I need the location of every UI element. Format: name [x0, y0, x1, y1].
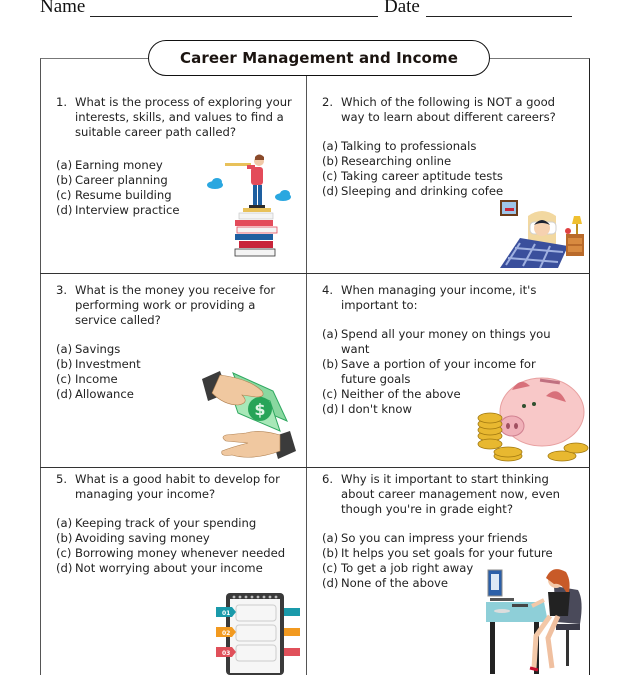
question-5	[56, 472, 296, 576]
svg-text:$: $	[254, 400, 266, 419]
name-label: Name	[40, 0, 86, 17]
name-blank-line[interactable]	[90, 16, 378, 17]
option-key: (b)	[56, 531, 73, 545]
option-text: Savings	[75, 342, 121, 356]
option-text: I don't know	[341, 402, 412, 416]
option-text: Sleeping and drinking cofee	[341, 184, 504, 198]
question-2	[322, 95, 572, 199]
option-text: Talking to professionals	[341, 139, 477, 153]
option-a[interactable]	[322, 531, 577, 546]
option-key: (a)	[322, 531, 339, 545]
option-key: (d)	[56, 203, 73, 217]
row-divider-2	[40, 467, 590, 468]
option-text: Neither of the above	[341, 387, 461, 401]
option-a[interactable]	[56, 516, 296, 531]
option-text: Spend all your money on things you want	[341, 327, 551, 356]
option-key: (d)	[322, 402, 339, 416]
date-blank-line[interactable]	[426, 16, 572, 17]
date-label: Date	[384, 0, 420, 17]
question-number: 3.	[56, 283, 68, 297]
option-text: Investment	[75, 357, 141, 371]
option-key: (a)	[56, 516, 73, 530]
option-key: (d)	[56, 561, 73, 575]
option-key: (a)	[56, 342, 73, 356]
option-text: Researching online	[341, 154, 452, 168]
option-key: (c)	[322, 561, 338, 575]
option-b[interactable]	[322, 546, 577, 561]
question-text: What is a good habit to develop for managing your income?	[75, 472, 280, 501]
option-key: (c)	[322, 387, 338, 401]
option-key: (c)	[322, 169, 338, 183]
option-text: Income	[75, 372, 118, 386]
question-number: 1.	[56, 95, 68, 109]
question-number: 6.	[322, 472, 334, 486]
question-text: What is the process of exploring your interests, skills, and values to find a suitable career path called?	[75, 95, 292, 139]
option-a[interactable]	[322, 139, 572, 154]
option-key: (d)	[56, 387, 73, 401]
option-key: (a)	[322, 139, 339, 153]
option-text: Resume building	[75, 188, 172, 202]
option-key: (c)	[56, 372, 72, 386]
notepad-checklist-icon	[214, 589, 302, 675]
title-banner	[148, 40, 490, 76]
option-text: Keeping track of your spending	[75, 516, 257, 530]
option-b[interactable]	[322, 154, 572, 169]
option-text: None of the above	[341, 576, 449, 590]
option-text: Interview practice	[75, 203, 180, 217]
boy-sleeping-in-bed-icon	[480, 198, 588, 270]
notepad-tab-03: 03	[222, 650, 231, 657]
question-text: When managing your income, it's important to:	[341, 283, 537, 312]
question-number: 5.	[56, 472, 68, 486]
option-key: (c)	[56, 188, 72, 202]
option-text: Not worrying about your income	[75, 561, 263, 575]
option-key: (b)	[322, 154, 339, 168]
question-text: Which of the following is NOT a good way to learn about different careers?	[341, 95, 556, 124]
option-key: (b)	[322, 546, 339, 560]
option-text: Save a portion of your income for future goals	[341, 357, 536, 386]
notepad-tab-02: 02	[222, 630, 231, 637]
woman-working-at-desk-icon	[484, 564, 590, 675]
option-text: To get a job right away	[341, 561, 474, 575]
worksheet-title: Career Management and Income	[180, 49, 458, 67]
option-text: Avoiding saving money	[75, 531, 210, 545]
option-text: It helps you set goals for your future	[341, 546, 553, 560]
question-text: Why is it important to start thinking about career management now, even though you're in grade eight?	[341, 472, 560, 516]
column-divider	[306, 75, 307, 675]
option-text: Taking career aptitude tests	[341, 169, 503, 183]
option-text: Allowance	[75, 387, 134, 401]
question-number: 4.	[322, 283, 334, 297]
option-key: (c)	[56, 546, 72, 560]
option-key: (d)	[322, 576, 339, 590]
option-text: Borrowing money whenever needed	[75, 546, 286, 560]
row-divider-1	[40, 273, 590, 274]
option-b[interactable]	[56, 531, 296, 546]
option-key: (b)	[56, 357, 73, 371]
piggy-bank-with-coins-icon	[472, 372, 590, 466]
option-text: Earning money	[75, 158, 163, 172]
option-a[interactable]	[56, 342, 296, 357]
notepad-tab-01: 01	[222, 610, 231, 617]
option-key: (a)	[56, 158, 73, 172]
option-key: (d)	[322, 184, 339, 198]
option-key: (b)	[56, 173, 73, 187]
option-d[interactable]	[56, 561, 296, 576]
option-c[interactable]	[322, 169, 572, 184]
hands-exchanging-money-icon	[198, 365, 300, 465]
option-c[interactable]	[56, 546, 296, 561]
option-key: (b)	[322, 357, 339, 371]
option-d[interactable]	[322, 184, 572, 199]
option-a[interactable]	[322, 327, 572, 357]
option-text: So you can impress your friends	[341, 531, 528, 545]
question-text: What is the money you receive for performing work or providing a service called?	[75, 283, 276, 327]
question-number: 2.	[322, 95, 334, 109]
option-text: Career planning	[75, 173, 168, 187]
person-with-telescope-on-books-icon	[205, 153, 295, 268]
option-key: (a)	[322, 327, 339, 341]
